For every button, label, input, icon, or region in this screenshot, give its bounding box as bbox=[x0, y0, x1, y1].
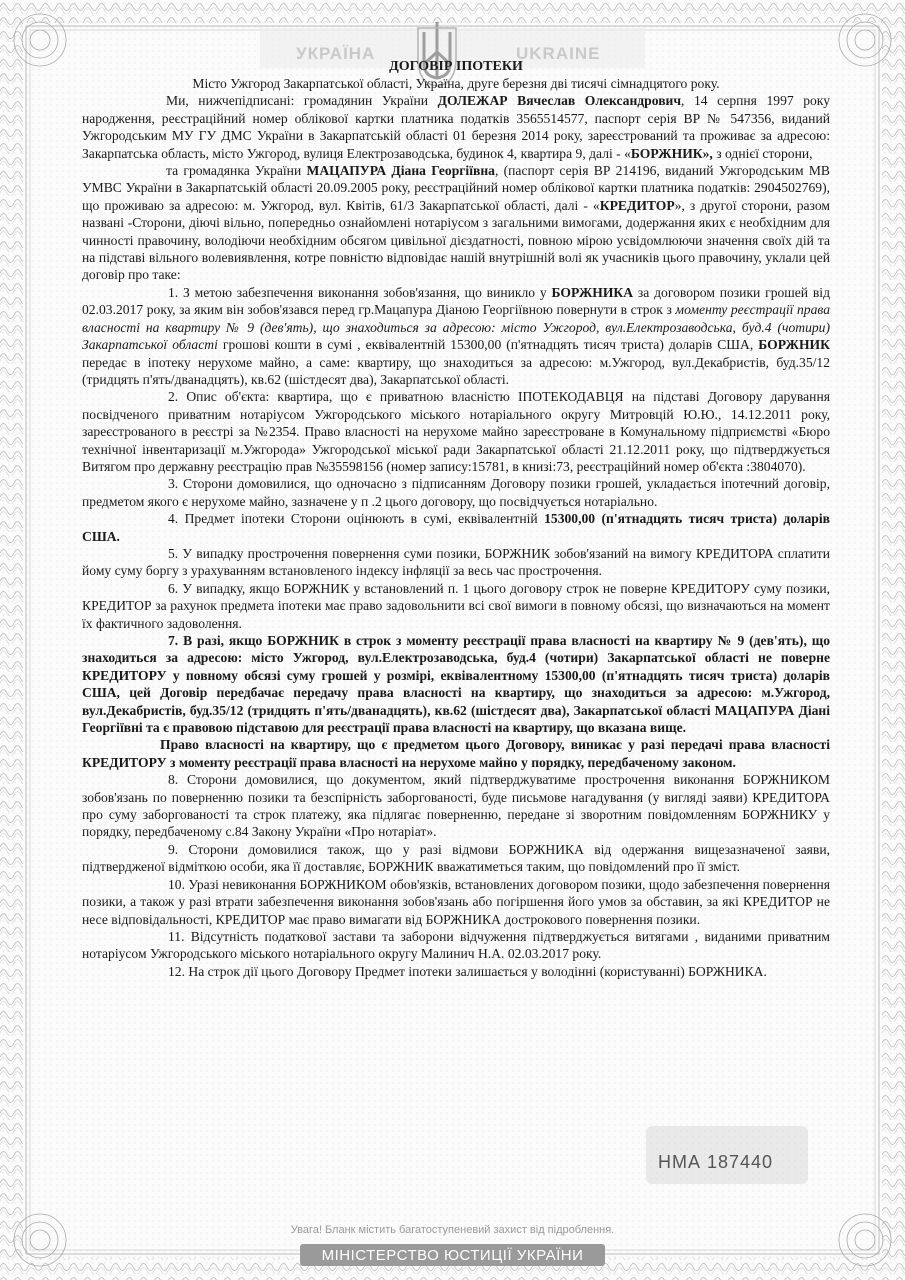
clause-6: 6. У випадку, якщо БОРЖНИК у встановлений п. 1 цього договору строк не поверне КРЕДИТОРУ суму позики, КРЕДИТОР за рахунок предмета іпотеки має право задовольнити всі свої вимоги в повному обсязі, що визначаються на момент їх фактичного задоволення. bbox=[82, 580, 830, 631]
security-warning: Увага! Бланк містить багатоступеневий захист від підроблення. bbox=[290, 1224, 615, 1236]
header-ukraine-ua: УКРАЇНА bbox=[296, 44, 376, 63]
ministry-label: МІНІСТЕРСТВО ЮСТИЦІЇ УКРАЇНИ bbox=[321, 1247, 584, 1264]
clause-2: 2. Опис об'єкта: квартира, що є приватною власністю ІПОТЕКОДАВЦЯ на підставі Договору дарування посвідченого приватним нотаріусом Ужгородського міського нотаріального округу Митровцій Ю.Ю., 14.12.2011 року, зареєстрованого в реєстрі за №2354. Право власності на нерухоме майно зареєстроване в Комунальному підприємстві «Бюро технічної інвентаризації м.Ужгорода» Ужгородської міської ради Закарпатської області 21.12.2011 року, що підтверджується Витягом про державну реєстрацію прав №35598156 (номер запису:15781, в книзі:73, реєстраційний номер об'єкта :3804070). bbox=[82, 389, 830, 474]
clause-9: 9. Сторони домовилися також, що у разі відмови БОРЖНИКА від одержання вищезазначеної заяви, підтвердженої відміткою особи, яка її доставляє, БОРЖНИК вважатиметься таким, що повідомлений про її зміст. bbox=[82, 841, 830, 875]
clause-7-ownership: Право власності на квартиру, що є предметом цього Договору, виникає у разі передачі права власності КРЕДИТОРУ з моменту реєстрації права власності на нерухоме майно у порядку, передбаченому законом. bbox=[82, 737, 830, 770]
clause-3: 3. Сторони домовилися, що одночасно з підписанням Договору позики грошей, укладається іпотечний договір, предметом якого є нерухоме майно, зазначене у п .2 цього договору, що посвідчується нотаріально. bbox=[82, 476, 830, 509]
header-ukraine-en: UKRAINE bbox=[516, 44, 601, 63]
clause-10: 10. Уразі невиконання БОРЖНИКОМ обов'язків, встановлених договором позики, щодо забезпечення повернення позики, а також у разі втрати забезпечення виконання зобов'язань або погіршення його умов за обставин, за які КРЕДИТОР не несе відповідальності, КРЕДИТОР має право вимагати від БОРЖНИКА дострокового повернення позики. bbox=[82, 876, 830, 927]
place-date: Місто Ужгород Закарпатської області, Україна, друге березня дві тисячі сімнадцятого року. bbox=[192, 76, 720, 91]
clause-12: 12. На строк дії цього Договору Предмет іпотеки залишається у володінні (користуванні) БОРЖНИКА. bbox=[168, 963, 767, 979]
party-borrower: Ми, нижчепідписані: громадянин України ДОЛЕЖАР Вячеслав Олександрович, 14 серпня 1997 року народження, реєстраційний номер облікової картки платника податків 3565514577, паспорт серія ВР № 547356, виданий Ужгородським МУ ГУ ДМС України в Закарпатській області 01 березня 2014 року, зареєстрований та проживає за адресою: Закарпатська область, місто Ужгород, вулиця Електрозаводська, будинок 4, квартира 9, далі - «БОРЖНИК», з однієї сторони, bbox=[82, 93, 830, 161]
form-serial-number: НМА 187440 bbox=[658, 1152, 774, 1172]
clause-4: 4. Предмет іпотеки Сторони оцінюють в сумі, еквівалентній 15300,00 (п'ятнадцять тисяч триста) доларів США. bbox=[82, 511, 830, 544]
clause-1: 1. З метою забезпечення виконання зобов'язання, що виникло у БОРЖНИКА за договором позики грошей від 02.03.2017 року, за яким він зобов'язався перед гр.Мацапура Діаною Георгіївною повернути в строк з моменту реєстрації права власності на квартиру № 9 (дев'ять), що знаходиться за адресою: місто Ужгород, вул.Електрозаводська, буд.4 (чотири) Закарпатської області грошові кошти в сумі , еквівалентній 15300,00 (п'ятнадцять тисяч триста) доларів США, БОРЖНИК передає в іпотеку нерухоме майно, а саме: квартиру, що знаходиться за адресою: м.Ужгород, вул.Декабристів, буд.35/12 (тридцять п'ять/дванадцять), кв.62 (шістдесят два), Закарпатської області. bbox=[82, 284, 831, 387]
party-creditor: та громадянка України МАЦАПУРА Діана Георгіївна, (паспорт серія ВР 214196, виданий Ужгородським МВ УМВС України в Закарпатській області 20.09.2005 року, реєстраційний номер облікової картки платника податків: 2904502769), що проживаю за адресою: м. Ужгород, вул. Квітів, 61/3 Закарпатської області, далі - «КРЕДИТОР», з другої сторони, разом названі -Сторони, діючі вільно, попередньо ознайомлені нотаріусом з загальними вимогами, додержання яких є необхідним для чинності правочину, володіючи необхідним обсягом цивільної дієздатності, повною мірою усвідомлюючи значення своїх дій та на підставі вільного волевиявлення, котре повністю відповідає нашій внутрішній волі як учасників цього правочину, уклали цей договір про таке: bbox=[82, 163, 830, 283]
clause-8: 8. Сторони домовилися, що документом, який підтверджуватиме прострочення виконання БОРЖНИКОМ зобов'язань по поверненню позики та безспірність заборгованості, буде письмове нагадування (у вигляді заяви) КРЕДИТОРА про суму заборгованості та строк платежу, яка підлягає поверненню, передане зі зворотним повідомленням БОРЖНИКУ у порядку, передбаченому с.84 Закону України «Про нотаріат». bbox=[82, 772, 830, 840]
clause-5: 5. У випадку прострочення повернення суми позики, БОРЖНИК зобов'язаний на вимогу КРЕДИТОРА сплатити йому суму боргу з урахуванням встановленого індексу інфляції за весь час прострочення. bbox=[82, 545, 830, 579]
contract-title: ДОГОВІР ІПОТЕКИ bbox=[389, 59, 523, 74]
clause-11: 11. Відсутність податкової застави та заборони відчуження підтверджується витягами , виданими приватним нотаріусом Ужгородського міського нотаріального округу Малинич Н.А. 02.03.2017 року. bbox=[82, 928, 830, 962]
contract-body bbox=[82, 58, 830, 980]
clause-7: 7. В разі, якщо БОРЖНИК в строк з моменту реєстрації права власності на квартиру № 9 (дев'ять), що знаходиться за адресою: місто Ужгород, вул.Електрозаводська, буд.4 (чотири) Закарпатської області не поверне КРЕДИТОРУ у повному обсязі суму грошей у розмірі, еквівалентному 15300,00 (п'ятнадцять тисяч триста) доларів США, цей Договір передбачає передачу права власності на квартиру, що знаходиться за адресою: м.Ужгород, вул.Декабристів, буд.35/12 (тридцять п'ять/дванадцять), кв.62 (шістдесят два), Закарпатської області МАЦАПУРА Діані Георгіївні та є правовою підставою для реєстрації права власності на квартиру, що вказана вище. bbox=[82, 633, 830, 736]
